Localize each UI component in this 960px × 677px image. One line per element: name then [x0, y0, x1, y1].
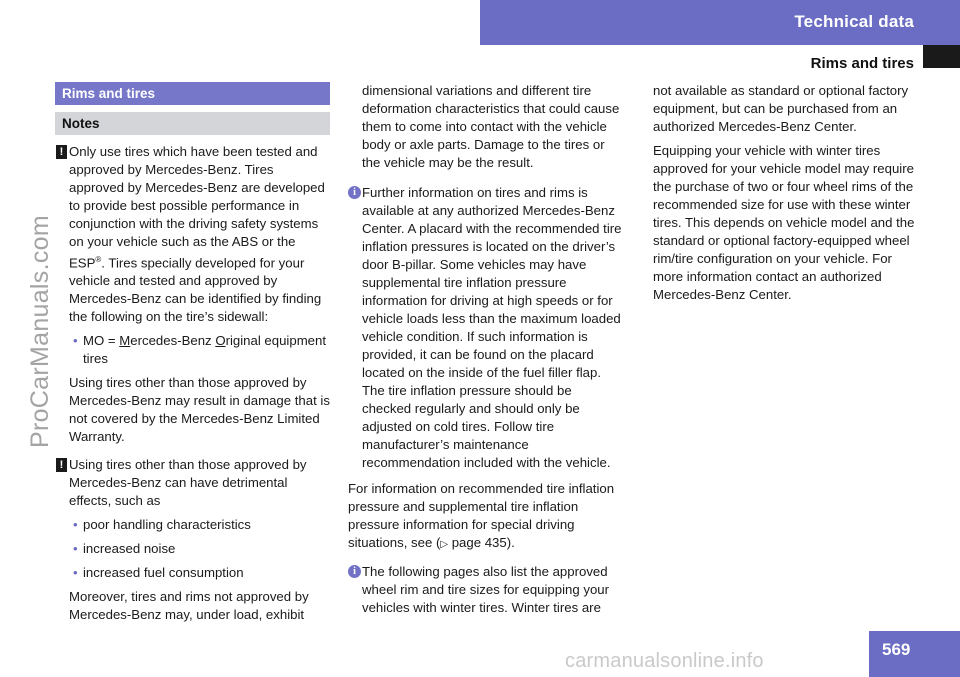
page-number: 569: [869, 631, 960, 677]
bullet-icon: •: [73, 517, 78, 533]
info-icon: i: [348, 565, 361, 578]
bullet-icon: •: [73, 333, 78, 349]
note1-para: Using tires other than those approved by Mercedes-Benz may result in damage that is not covered by the Mercedes-Benz Limited Warranty.: [69, 375, 330, 445]
warning-note-2: [55, 456, 330, 624]
info-note-2: i The following pages also list the approved wheel rim and tire sizes for equipping your vehicles with winter tires. Winter tires are: [348, 563, 624, 617]
warning-icon: !: [56, 145, 67, 159]
info-note-1: i Further information on tires and rims is available at any authorized Mercedes-Benz Center. A placard with the recommended tire inflation pressures is located on the driver’s door B-pillar. Some vehicles may have supplemental tire inflation pressure information for driving at high speeds or for vehicle loads less than the maximum loaded vehicle condition. If such information is provided, it can be found on the placard located on the inside of the fuel filler flap. The tire inflation pressure should be checked regularly and should only be adjusted on cold tires. Follow tire manufacturer’s maintenance recommendation included with the vehicle.: [348, 184, 624, 472]
section-header: Rims and tires: [810, 55, 914, 72]
chapter-tab: [480, 0, 960, 45]
info-continuation: not available as standard or optional factory equipment, but can be purchased from an authorized Mercedes-Benz Center.: [653, 83, 909, 134]
bullet-icon: •: [73, 565, 78, 581]
bullet-item: • increased fuel consumption: [73, 565, 244, 581]
page-ref-arrow-icon: ▷: [440, 539, 449, 550]
bullet-item: • increased noise: [73, 541, 176, 557]
note2-continuation: dimensional variations and different tire deformation characteristics that could cause them to come into contact with the vehicle body or axle parts. Damage to the tires or the vehicle may be the result.: [362, 83, 620, 170]
warning-icon: !: [56, 458, 67, 472]
footer-watermark: carmanualsonline.info: [565, 650, 764, 672]
note2-para: Moreover, tires and rims not approved by Mercedes-Benz may, under load, exhibit: [69, 589, 309, 623]
bullet-item: • poor handling characteristics: [73, 517, 251, 533]
chapter-title: Technical data: [794, 12, 914, 31]
column-1: [55, 82, 330, 624]
notes-title-bar: Notes: [55, 112, 330, 135]
note2-text: Using tires other than those approved by Mercedes-Benz can have detrimental effects, such as: [69, 457, 307, 509]
inflation-para: For information on recommended tire inflation pressure and supplemental tire inflation pressure information for special driving situations, see (▷ page 435).: [348, 481, 615, 550]
header-marker-block: [923, 45, 960, 68]
winter-tires-para: Equipping your vehicle with winter tires approved for your vehicle model may require the purchase of two or four wheel rims of the recommended size for use with these winter tires. This depends on vehicle model and the standard or optional factory-equipped wheel rim/tire configuration on your vehicle. For more information contact an authorized Mercedes-Benz Center.: [653, 143, 915, 302]
bullet-icon: •: [73, 541, 78, 557]
column-3: [640, 82, 916, 304]
bullet-item: • MO = Mercedes-Benz Original equipment tires: [73, 333, 327, 367]
info-icon: i: [348, 186, 361, 199]
note1-text: Only use tires which have been tested and approved by Mercedes-Benz. Tires approved by Mercedes-Benz are developed to provide best possible performance in conjunction with the driving safety systems on your vehicle such as the ABS or the ESP®. Tires specially developed for your vehicle and tested and approved by Mercedes-Benz can be identified by finding the following on the tire’s sidewall:: [69, 144, 325, 325]
section-title-bar: Rims and tires: [55, 82, 330, 105]
warning-note-1: [55, 143, 330, 446]
side-watermark: ProCarManuals.com: [26, 215, 54, 448]
column-2: [348, 82, 624, 617]
